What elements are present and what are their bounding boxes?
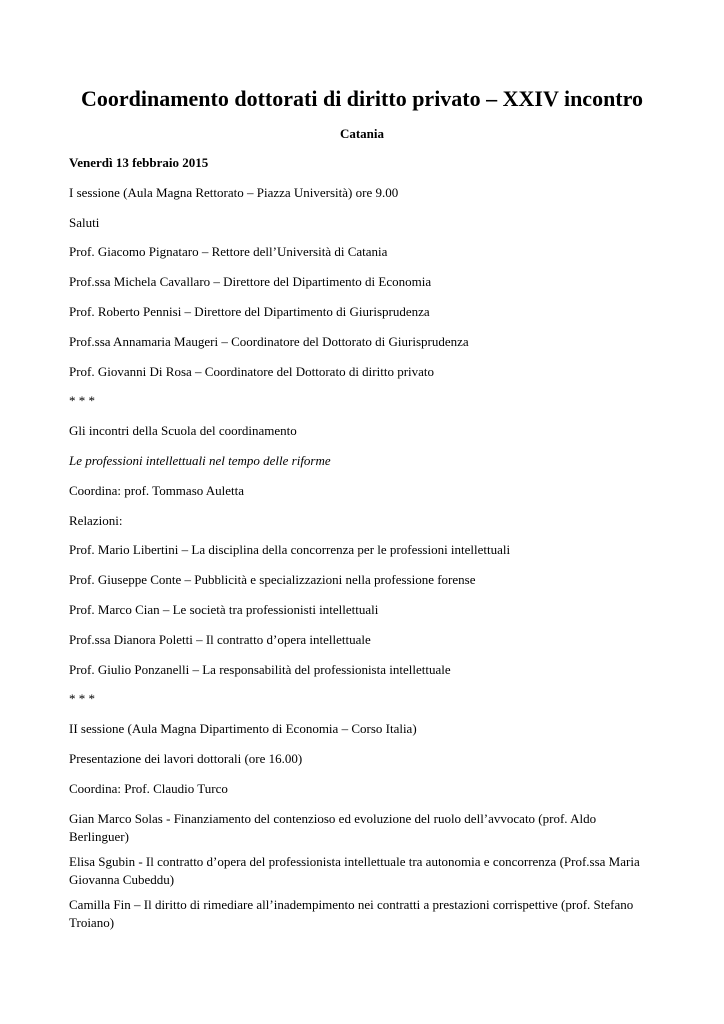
event-date: Venerdì 13 febbraio 2015	[69, 155, 209, 170]
thesis-presentation: Camilla Fin – Il diritto di rimediare all’inadempimento nei contratti a prestazioni corrispettive (prof. Stefano Troiano)	[69, 896, 634, 930]
greeting-line: Prof. Giacomo Pignataro – Rettore dell’Università di Catania	[69, 244, 388, 260]
report-line: Prof. Giulio Ponzanelli – La responsabilità del professionista intellettuale	[69, 661, 451, 677]
document-title: Coordinamento dottorati di diritto privato – XXIV incontro	[80, 86, 643, 111]
chair-line: Coordina: Prof. Claudio Turco	[69, 780, 228, 796]
thesis-presentation: Elisa Sgubin - Il contratto d’opera del professionista intellettuale tra autonomia e concorrenza (Prof.ssa Maria Giovanna Cubeddu)	[69, 853, 640, 887]
report-line: Prof. Giuseppe Conte – Pubblicità e specializzazioni nella professione forense	[69, 572, 476, 588]
reports-heading: Relazioni:	[69, 512, 123, 528]
greeting-line: Prof. Giovanni Di Rosa – Coordinatore del Dottorato di diritto privato	[69, 363, 435, 379]
greeting-line: Prof.ssa Michela Cavallaro – Direttore del Dipartimento di Economia	[69, 274, 432, 290]
session-1-heading: I sessione (Aula Magna Rettorato – Piazza Università) ore 9.00	[69, 184, 399, 200]
section-separator: * * *	[69, 691, 95, 707]
section-separator: * * *	[69, 393, 95, 409]
report-line: Prof.ssa Dianora Poletti – Il contratto d’opera intellettuale	[69, 631, 371, 647]
thesis-presentation: Gian Marco Solas - Finanziamento del contenzioso ed evoluzione del ruolo dell’avvocato (prof. Aldo Berlinguer)	[69, 810, 597, 844]
school-meetings-heading: Gli incontri della Scuola del coordinamento	[69, 423, 297, 439]
greeting-line: Prof. Roberto Pennisi – Direttore del Dipartimento di Giurisprudenza	[69, 303, 430, 319]
document-subtitle: Catania	[339, 126, 385, 141]
presentation-heading: Presentazione dei lavori dottorali (ore 16.00)	[69, 750, 303, 766]
theme-title: Le professioni intellettuali nel tempo delle riforme	[69, 452, 331, 468]
chair-line: Coordina: prof. Tommaso Auletta	[69, 482, 245, 498]
session-2-heading: II sessione (Aula Magna Dipartimento di Economia – Corso Italia)	[69, 721, 417, 737]
greetings-heading: Saluti	[69, 214, 100, 230]
report-line: Prof. Marco Cian – Le società tra professionisti intellettuali	[69, 601, 379, 617]
report-line: Prof. Mario Libertini – La disciplina della concorrenza per le professioni intellettuali	[69, 542, 511, 558]
document-body	[69, 154, 659, 939]
greeting-line: Prof.ssa Annamaria Maugeri – Coordinatore del Dottorato di Giurisprudenza	[69, 333, 469, 349]
